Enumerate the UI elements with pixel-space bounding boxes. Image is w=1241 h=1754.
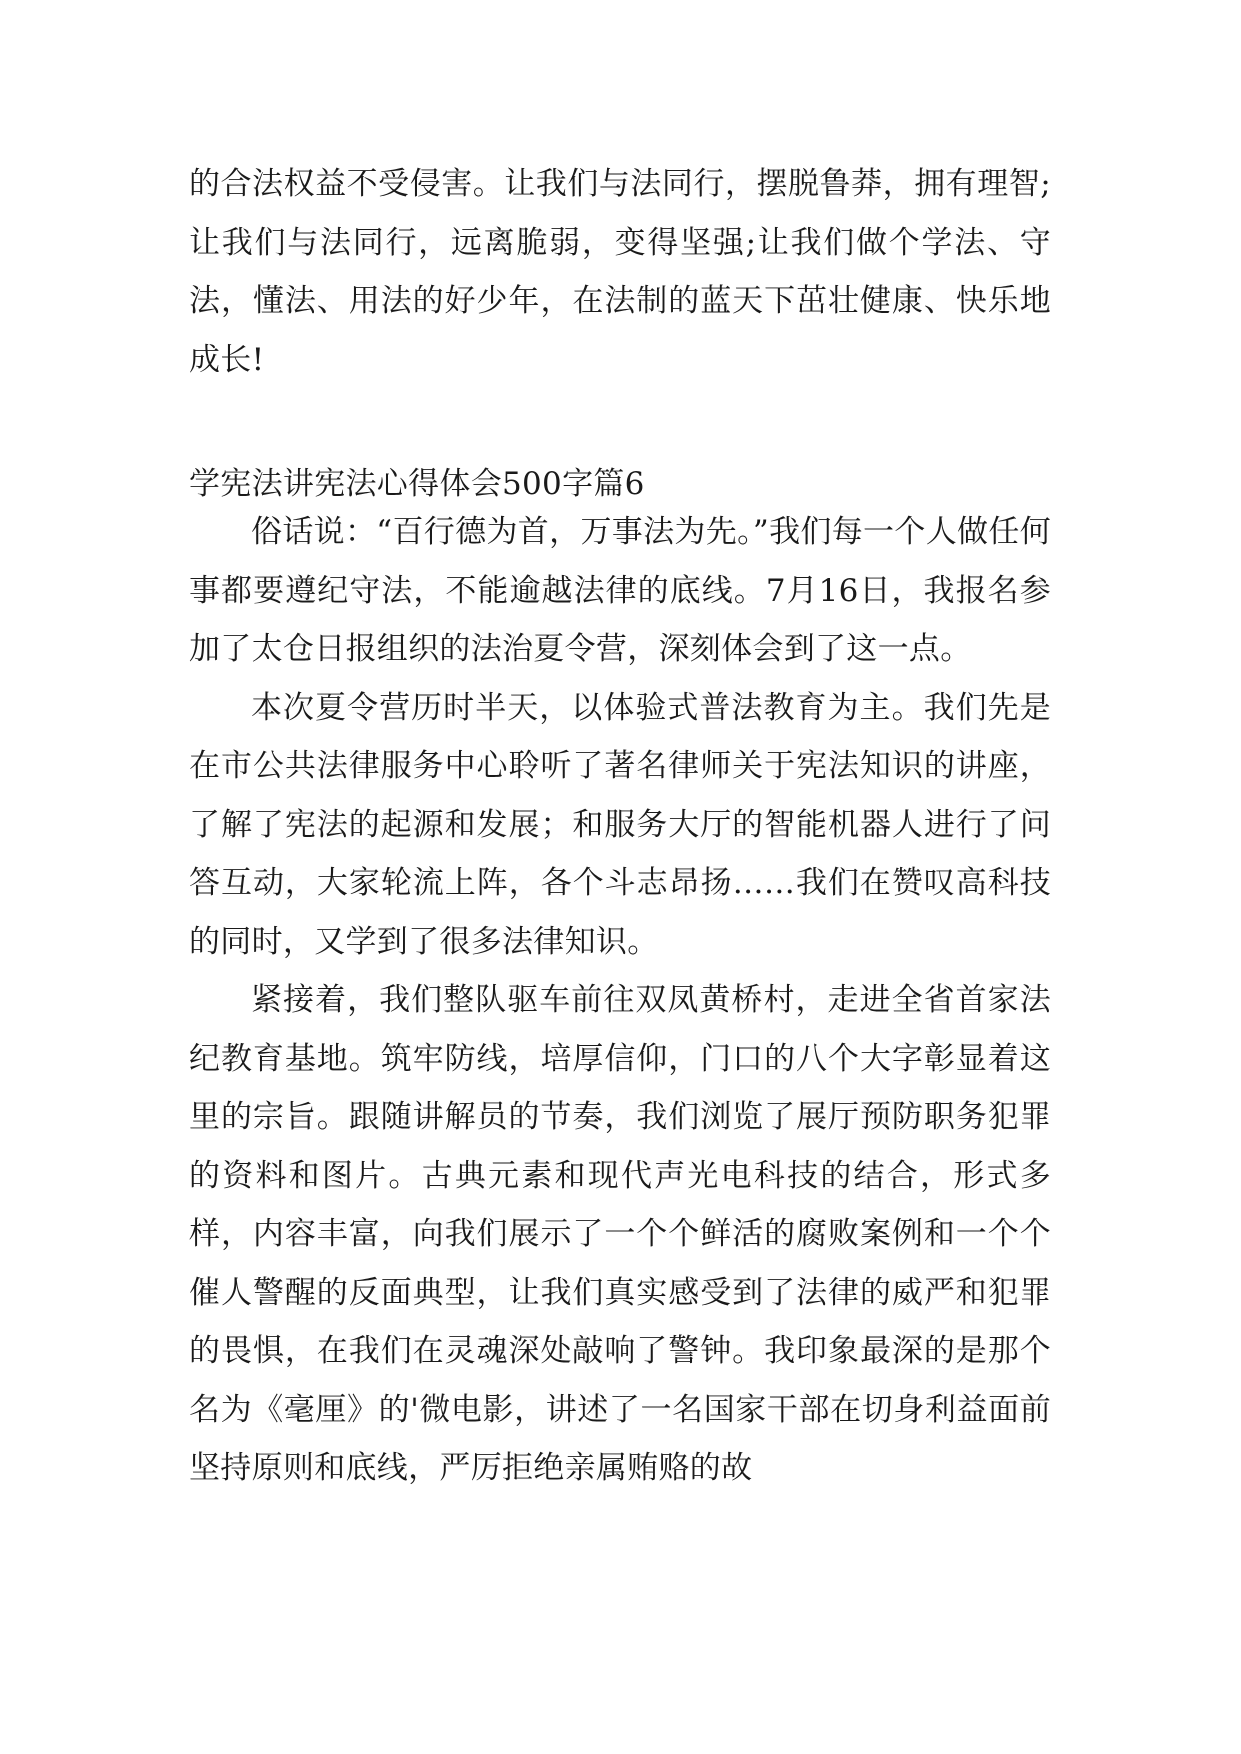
continued-paragraph: 的合法权益不受侵害。让我们与法同行，摆脱鲁莽，拥有理智;让我们与法同行，远离脆弱，变得坚强;让我们做个学法、守法，懂法、用法的好少年，在法制的蓝天下茁壮健康、快乐地成长! [189, 166, 1051, 378]
section-body [189, 503, 1051, 1498]
paragraph-intro: 俗话说：“百行德为首，万事法为先。”我们每一个人做任何事都要遵纪守法，不能逾越法律的底线。7月16日，我报名参加了太仓日报组织的法治夏令营，深刻体会到了这一点。 [189, 514, 1051, 667]
paragraph-education-base: 紧接着，我们整队驱车前往双凤黄桥村，走进全省首家法纪教育基地。筑牢防线，培厚信仰，门口的八个大字彰显着这里的宗旨。跟随讲解员的节奏，我们浏览了展厅预防职务犯罪的资料和图片。古典元素和现代声光电科技的结合，形式多样，内容丰富，向我们展示了一个个鲜活的腐败案例和一个个催人警醒的反面典型，让我们真实感受到了法律的威严和犯罪的畏惧，在我们在灵魂深处敲响了警钟。我印象最深的是那个名为《毫厘》的'微电影，讲述了一名国家干部在切身利益面前坚持原则和底线，严厉拒绝亲属贿赂的故 [189, 982, 1051, 1486]
section-title: 学宪法讲宪法心得体会500字篇6 [189, 466, 645, 502]
paragraph-summer-camp: 本次夏令营历时半天，以体验式普法教育为主。我们先是在市公共法律服务中心聆听了著名律师关于宪法知识的讲座，了解了宪法的起源和发展；和服务大厅的智能机器人进行了问答互动，大家轮流上阵，各个斗志昂扬……我们在赞叹高科技的同时，又学到了很多法律知识。 [189, 689, 1051, 960]
